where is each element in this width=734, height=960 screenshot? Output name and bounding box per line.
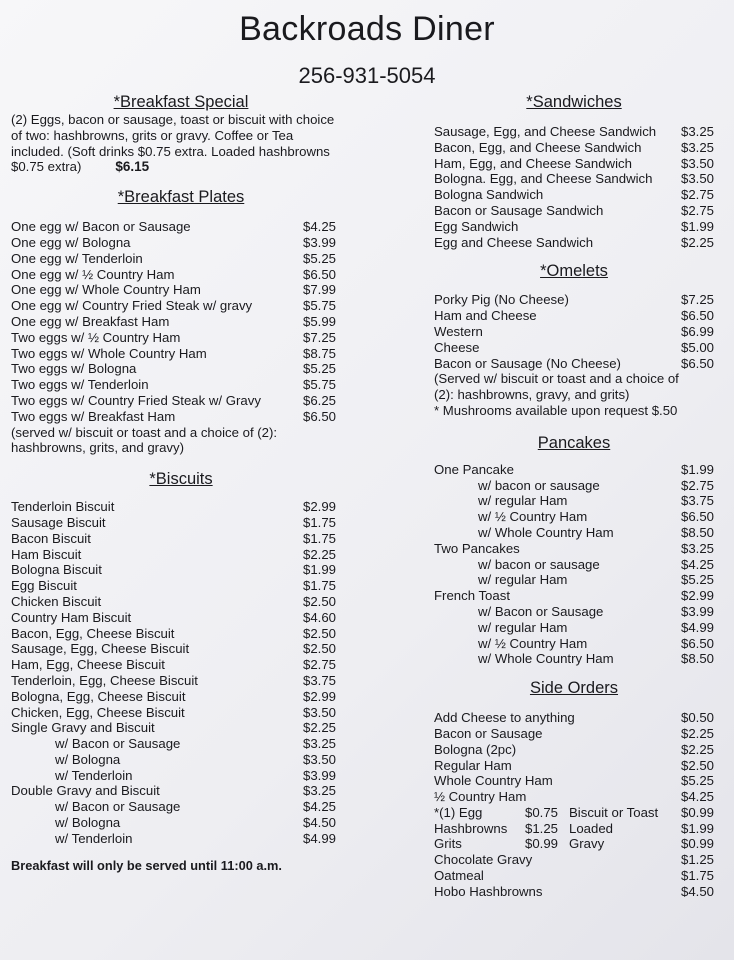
omelets-heading: *Omelets [540,262,608,281]
side-combo-row [434,821,714,837]
menu-item-row [11,298,351,314]
menu-item-price: $6.50 [680,355,714,371]
menu-item-row [11,219,351,235]
menu-item-price: $5.25 [680,572,714,588]
menu-item-name: Ham and Cheese [434,308,537,324]
side-combo-row [434,836,714,852]
menu-item-price: $3.25 [303,736,337,752]
menu-item-name: w/ Bacon or Sausage [55,799,181,815]
menu-item-row [11,361,351,377]
left-column [11,92,351,873]
sandwiches-list [434,124,714,250]
menu-item-row [434,478,714,494]
menu-item-name: One Pancake [434,461,514,477]
diner-title: Backroads Diner [239,10,495,48]
menu-item-name: Hobo Hashbrowns [434,883,543,899]
menu-item-name: w/ ½ Country Ham [478,635,588,651]
breakfast-plates-list [11,219,351,424]
menu-item-row [434,742,714,758]
menu-item-name: w/ Whole Country Ham [478,651,614,667]
menu-item-name: One egg w/ Breakfast Ham [11,313,170,329]
menu-item-price: $3.50 [303,751,337,767]
menu-item-row [11,377,351,393]
menu-item-row [11,267,351,283]
menu-item-price: $3.50 [303,704,337,720]
menu-item-name: Bacon or Sausage Sandwich [434,202,604,218]
menu-item-row [11,736,351,752]
menu-item-price: $5.25 [680,773,714,789]
menu-item-row [434,124,714,140]
menu-item-price: $2.75 [680,477,714,493]
menu-item-row [434,726,714,742]
omelets-note [434,371,714,418]
menu-item-row [11,515,351,531]
menu-item-price: $1.99 [680,461,714,477]
phone-number: 256-931-5054 [298,63,436,88]
menu-item-price: $2.25 [680,725,714,741]
menu-item-price: $2.75 [303,657,337,673]
menu-item-row [434,758,714,774]
menu-item-row [434,308,714,324]
side-orders-heading: Side Orders [529,679,619,698]
menu-item-price: $7.99 [303,282,337,298]
menu-item-name: Sausage, Egg, and Cheese Sandwich [434,124,657,139]
menu-item-price: $3.99 [303,767,337,783]
menu-item-price: $7.25 [303,329,337,345]
menu-item-price: $3.99 [680,603,714,619]
menu-item-price: $4.50 [303,815,337,831]
menu-item-name: w/ regular Ham [478,493,568,509]
menu-item-price: $6.50 [680,635,714,651]
pancakes-heading: Pancakes [537,433,611,452]
menu-item-name: Bacon Biscuit [11,530,91,546]
menu-item-row [434,292,714,308]
menu-item-row [11,393,351,409]
menu-item-name: w/ Bacon or Sausage [55,736,181,752]
menu-item-row [11,531,351,547]
menu-item-name: Regular Ham [434,757,512,773]
menu-item-name: One egg w/ Tenderloin [11,250,143,266]
menu-item-name: Whole Country Ham [434,773,553,789]
sandwiches-heading: *Sandwiches [526,93,622,111]
menu-item-name: *(1) Egg [434,804,483,820]
menu-item-price: $6.50 [680,308,714,324]
menu-item-price: $2.25 [303,546,337,562]
menu-item-row [11,799,351,815]
menu-item-name: Add Cheese to anything [434,710,575,726]
menu-item-name: Porky Pig (No Cheese) [434,292,569,308]
menu-item-name: Chocolate Gravy [434,852,533,868]
menu-item-price: $4.50 [680,883,714,899]
menu-item-row [11,578,351,594]
menu-item-name: Ham, Egg, Cheese Biscuit [11,657,165,673]
special-description-line: $0.75 extra) [11,159,82,175]
menu-item-price: $1.99 [680,820,714,836]
biscuits-heading: *Biscuits [149,470,213,489]
menu-item-price: $0.75 [525,804,559,820]
menu-item-price: $3.50 [680,155,714,171]
menu-item-row [11,720,351,736]
menu-item-row [434,509,714,525]
menu-item-row [434,557,714,573]
breakfast-hours-note: Breakfast will only be served until 11:00 a.m. [11,857,282,873]
menu-item-name: w/ Bacon or Sausage [478,603,604,619]
menu-item-row [434,852,714,868]
omelets-note-line: * Mushrooms available upon request $.50 [434,402,678,418]
menu-item-price: $2.50 [303,593,337,609]
menu-item-name: Chicken Biscuit [11,593,102,609]
menu-item-name: Cheese [434,339,480,355]
menu-item-name: Bologna Biscuit [11,562,102,578]
menu-item-name: Ham Biscuit [11,546,82,562]
menu-item-row [434,340,714,356]
menu-item-price: $3.25 [680,540,714,556]
menu-item-name: French Toast [434,588,510,604]
menu-item-price: $6.99 [680,323,714,339]
menu-item-name: w/ ½ Country Ham [478,509,588,525]
menu-item-name: Two Pancakes [434,540,520,556]
menu-item-price: $4.60 [303,609,337,625]
menu-item-row [11,562,351,578]
menu-item-row [11,641,351,657]
menu-item-price: $1.99 [680,218,714,234]
special-description-line [11,159,351,175]
menu-item-name: One egg w/ Country Fried Steak w/ gravy [11,298,253,314]
menu-item-name: w/ regular Ham [478,619,568,635]
menu-item-price: $6.50 [303,408,337,424]
menu-item-name: Two eggs w/ Bologna [11,361,137,377]
menu-item-row [11,831,351,847]
special-description-line: included. (Soft drinks $0.75 extra. Loaded hashbrowns [11,143,330,159]
menu-item-name: Two eggs w/ Whole Country Ham [11,345,207,361]
omelets-note-line: (2): hashbrowns, gravy, and grits) [434,387,630,403]
breakfast-special-heading: *Breakfast Special [113,93,249,111]
menu-item-name: Bologna Sandwich [434,187,544,203]
menu-item-price: $5.25 [303,361,337,377]
menu-item-price: $2.25 [680,741,714,757]
menu-item-price: $6.50 [680,509,714,525]
menu-item-row [11,657,351,673]
menu-item-name: w/ Whole Country Ham [478,524,614,540]
menu-item-price: $2.50 [303,641,337,657]
menu-item-name: Oatmeal [434,868,484,884]
menu-item-name: Two eggs w/ Tenderloin [11,377,149,393]
menu-item-price: $2.25 [680,234,714,250]
menu-item-price: $4.99 [303,830,337,846]
menu-item-price: $2.75 [680,202,714,218]
menu-item-name: Ham, Egg, and Cheese Sandwich [434,155,632,171]
omelets-list [434,292,714,371]
menu-item-row [11,752,351,768]
menu-item-row [11,626,351,642]
menu-item-price: $3.25 [680,124,714,139]
menu-item-price: $3.75 [680,493,714,509]
menu-item-price: $8.75 [303,345,337,361]
menu-item-price: $1.75 [680,868,714,884]
menu-item-price: $5.25 [303,250,337,266]
menu-item-name: Tenderloin, Egg, Cheese Biscuit [11,672,198,688]
menu-item-name: Bacon or Sausage [434,725,543,741]
menu-item-price: $0.99 [525,836,559,852]
menu-item-row [11,314,351,330]
menu-item-row [434,710,714,726]
menu-item-row [434,187,714,203]
menu-item-name: Loaded [569,820,614,836]
biscuits-list [11,499,351,847]
menu-item-name: Double Gravy and Biscuit [11,783,160,799]
menu-item-row [11,815,351,831]
menu-item-price: $5.75 [303,298,337,314]
menu-item-row [434,156,714,172]
menu-item-row [434,588,714,604]
menu-item-row [434,356,714,372]
menu-item-price: $3.75 [303,672,337,688]
menu-item-name: Single Gravy and Biscuit [11,720,155,736]
menu-item-price: $6.50 [303,266,337,282]
menu-item-row [434,541,714,557]
menu-item-row [11,346,351,362]
breakfast-plates-heading: *Breakfast Plates [117,188,245,207]
menu-item-row [434,324,714,340]
breakfast-special-description [11,112,351,175]
menu-item-name: Gravy [569,836,605,852]
menu-item-price: $5.75 [303,377,337,393]
menu-item-price: $3.99 [303,234,337,250]
menu-item-name: Two eggs w/ Country Fried Steak w/ Gravy [11,392,261,408]
omelets-note-line: (Served w/ biscuit or toast and a choice of [434,371,679,387]
breakfast-special-price: $6.15 [115,159,150,175]
menu-item-price: $1.75 [303,514,337,530]
menu-item-price: $1.99 [303,562,337,578]
menu-item-price: $5.99 [303,313,337,329]
menu-item-name: Bacon or Sausage (No Cheese) [434,355,621,371]
menu-item-row [434,651,714,667]
menu-item-row [11,783,351,799]
menu-item-name: w/ Bologna [55,751,121,767]
menu-item-name: w/ Tenderloin [55,767,133,783]
menu-item-price: $4.25 [303,799,337,815]
menu-item-row [434,140,714,156]
menu-item-row [11,547,351,563]
menu-item-row [11,673,351,689]
menu-item-row [11,282,351,298]
menu-item-price: $1.75 [303,530,337,546]
menu-item-name: w/ bacon or sausage [478,477,600,493]
menu-item-name: Egg and Cheese Sandwich [434,234,594,250]
menu-item-name: Two eggs w/ ½ Country Ham [11,329,181,345]
menu-item-price: $4.25 [680,789,714,805]
menu-item-row [11,499,351,515]
menu-item-row [11,689,351,705]
menu-item-price: $2.99 [303,688,337,704]
menu-item-name: Sausage Biscuit [11,514,106,530]
menu-item-price: $1.25 [680,852,714,868]
special-description-line: of two: hashbrowns, grits or gravy. Coffee or Tea [11,127,294,143]
menu-item-row [434,219,714,235]
side-orders-list [434,710,714,900]
menu-item-row [434,203,714,219]
plates-note-line: hashbrowns, grits, and gravy) [11,440,184,456]
menu-item-name: Two eggs w/ Breakfast Ham [11,408,176,424]
menu-item-row [434,884,714,900]
menu-item-price: $3.50 [680,171,714,187]
menu-item-name: Biscuit or Toast [569,804,659,820]
menu-item-name: Bacon, Egg, Cheese Biscuit [11,625,175,641]
menu-item-row [434,493,714,509]
menu-item-name: Country Ham Biscuit [11,609,132,625]
menu-item-price: $1.75 [303,578,337,594]
menu-item-price: $2.99 [680,588,714,604]
menu-item-name: Chicken, Egg, Cheese Biscuit [11,704,185,720]
menu-item-price: $4.25 [680,556,714,572]
pancakes-list [434,462,714,667]
menu-item-price: $4.99 [680,619,714,635]
menu-item-price: $0.99 [680,804,714,820]
menu-item-row [434,773,714,789]
menu-item-price: $0.99 [680,836,714,852]
breakfast-plates-note [11,425,351,457]
menu-item-price: $2.25 [303,720,337,736]
plates-note-line: (served w/ biscuit or toast and a choice of (2): [11,424,278,440]
menu-item-price: $3.25 [303,783,337,799]
menu-item-row [434,868,714,884]
menu-item-name: Grits [434,836,462,852]
menu-item-price: $6.25 [303,392,337,408]
menu-item-name: w/ regular Ham [478,572,568,588]
menu-item-price: $4.25 [303,219,337,235]
menu-item-name: Egg Sandwich [434,218,519,234]
menu-item-name: Western [434,323,483,339]
side-combo-row [434,805,714,821]
menu-item-row [11,409,351,425]
menu-item-name: w/ bacon or sausage [478,556,600,572]
menu-item-row [11,594,351,610]
menu-item-price: $5.00 [680,339,714,355]
menu-item-row [434,171,714,187]
menu-item-row [11,235,351,251]
menu-item-name: ½ Country Ham [434,789,527,805]
menu-item-row [434,525,714,541]
menu-item-row [11,330,351,346]
menu-item-name: w/ Tenderloin [55,830,133,846]
menu-item-row [434,235,714,251]
menu-item-price: $2.75 [680,187,714,203]
menu-item-row [11,705,351,721]
menu-item-row [434,604,714,620]
menu-item-price: $3.25 [680,139,714,155]
menu-item-price: $2.99 [303,499,337,515]
menu-item-name: Bologna. Egg, and Cheese Sandwich [434,171,653,187]
menu-item-price: $2.50 [303,625,337,641]
menu-item-name: One egg w/ Whole Country Ham [11,282,201,298]
menu-item-name: Bologna (2pc) [434,741,517,757]
menu-item-price: $7.25 [680,292,714,308]
menu-item-name: Egg Biscuit [11,578,77,594]
menu-item-price: $2.50 [680,757,714,773]
menu-item-price: $0.50 [680,710,714,726]
menu-item-name: Tenderloin Biscuit [11,499,115,515]
menu-item-row [434,462,714,478]
right-column [434,92,714,900]
special-description-line: (2) Eggs, bacon or sausage, toast or biscuit with choice [11,112,335,127]
menu-item-row [434,572,714,588]
menu-item-price: $8.50 [680,651,714,667]
menu-item-row [434,636,714,652]
menu-item-row [11,768,351,784]
menu-item-name: One egg w/ Bacon or Sausage [11,219,191,235]
menu-item-name: One egg w/ ½ Country Ham [11,266,175,282]
menu-item-name: Bacon, Egg, and Cheese Sandwich [434,139,642,155]
menu-item-row [11,610,351,626]
menu-item-name: Sausage, Egg, Cheese Biscuit [11,641,190,657]
menu-item-price: $1.25 [525,820,559,836]
menu-item-price: $8.50 [680,524,714,540]
menu-item-name: Hashbrowns [434,820,508,836]
menu-item-name: One egg w/ Bologna [11,234,131,250]
menu-item-row [11,251,351,267]
menu-item-name: w/ Bologna [55,815,121,831]
menu-item-row [434,620,714,636]
menu-item-row [434,789,714,805]
menu-item-name: Bologna, Egg, Cheese Biscuit [11,688,186,704]
